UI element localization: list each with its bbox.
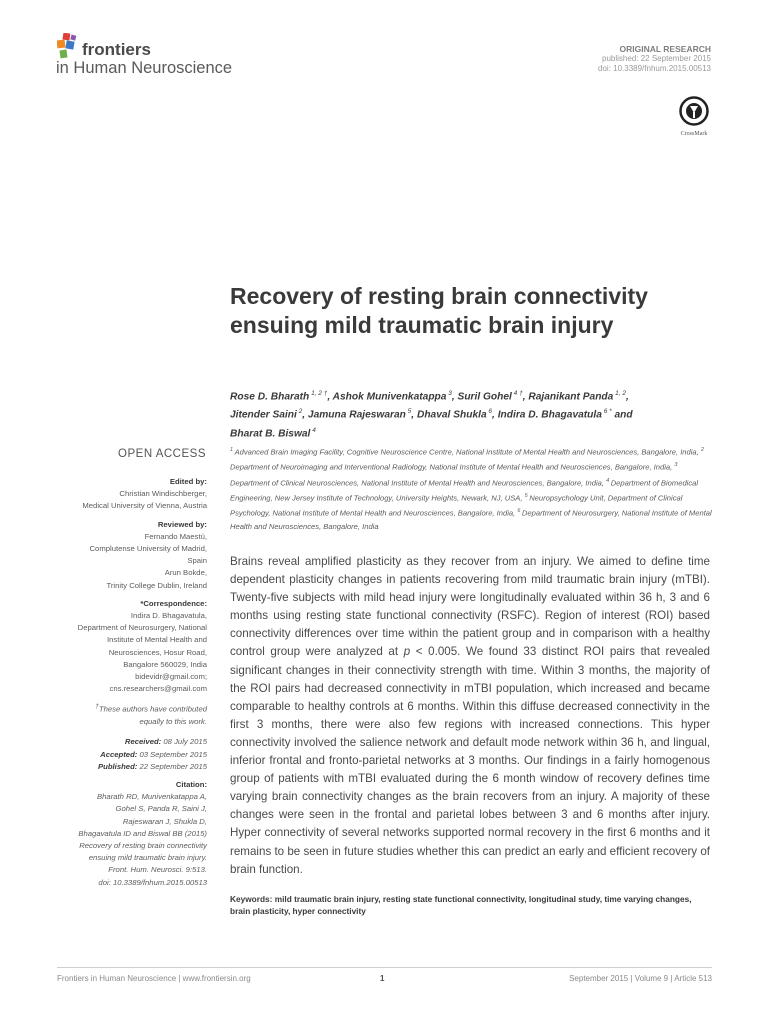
author-name[interactable]: Ashok Munivenkatappa (332, 391, 447, 403)
affiliation-item: Neuropsychology Unit, Department of Clinical Psychology, National Institute of Mental Health and Neurosciences, Bangalore, India, (230, 493, 683, 518)
author-name[interactable]: Dhaval Shukla (416, 409, 487, 421)
correspondence-line: cns.researchers@gmail.com (109, 684, 207, 694)
author-list: Rose D. Bharath $^{1, 2 \dagger}$, Ashok Munivenkatappa $^3$, Suril Gohel $^{4 \dagger}$, Rajanikant Panda $^{1, 2}$, Jitender Saini $^2$, Jamuna Rajeswaran $^5$, Dhaval Shukla $^6$, Indira D. Bhagavatula $^{6 *}$ and Bharat B. Biswal $^4$ (230, 390, 633, 440)
open-access-label: OPEN ACCESS (118, 448, 206, 460)
reviewer-line: Trinity College Dublin, Ireland (106, 580, 207, 590)
citation-line: Bhagavatula ID and Biswal BB (2015) (78, 828, 207, 838)
footer-issue-info: September 2015 | Volume 9 | Article 513 (569, 974, 712, 983)
reviewer-line: Spain (187, 556, 207, 566)
brand-name: frontiers (82, 40, 151, 59)
crossmark-label: CrossMark (680, 131, 708, 137)
article-type: ORIGINAL RESEARCH (619, 44, 711, 54)
citation-line: Front. Hum. Neurosci. 9:513. (108, 865, 207, 875)
citation-line: Rajeswaran J, Shukla D, (122, 816, 207, 826)
author-name[interactable]: Jitender Saini (230, 409, 297, 421)
reviewer-line: Complutense University of Madrid, (89, 544, 207, 554)
correspondence-line: Department of Neurosurgery, National (77, 623, 207, 633)
affiliation-item: Department of Neurosurgery, National Institute of Mental Health and Neurosciences, Bangalore, India (230, 508, 712, 531)
keywords: Keywords: mild traumatic brain injury, resting state functional connectivity, longitudinal study, time varying changes, brain plasticity, hyper connectivity (230, 894, 692, 916)
abstract: Brains reveal amplified plasticity as they recover from an injury. We aimed to define time dependent plasticity changes in patients recovering from mild traumatic brain injury (mTBI). Twenty-five subjects with mild head injury were longitudinally evaluated within 36 h, 3 and 6 months using resting state functional connectivity (RSFC). Region of interest (ROI) based connectivity differences over time within the patient group and in comparison with a healthy control group were analyzed at p < 0.005. We found 33 distinct ROI pairs that revealed significant changes in their connectivity strength with time. Within 3 months, the majority of the ROI pairs had decreased connectivity in mTBI population, which increased and became comparable to healthy controls at 6 months. Within this diffuse decreased connectivity in the first 3 months, there were also few regions with increased connections. This hyper connectivity involved the salience network and default mode network within 36 h, and lingual, inferior frontal and fronto-parietal networks at 3 months. Our findings in a fairly homogenous group of patients with mTBI evaluated during the 6 month window of recovery defines time varying brain connectivity changes as the brain recovers from an injury. A majority of these changes were seen in the frontal and parietal lobes between 3 and 6 months after injury. Hyper connectivity of several networks supported normal recovery in the first 6 months and it remains to be seen in future studies whether this can predict an early and efficient recovery of brain function. (230, 555, 710, 876)
reviewer-info (40, 531, 207, 592)
citation-info (40, 791, 207, 889)
correspondence-line: bidevidr@gmail.com; (135, 672, 207, 682)
editor-line: Medical University of Vienna, Austria (82, 501, 207, 511)
reviewer-line: Fernando Maestú, (144, 531, 207, 541)
published-date-sidebar: Published: 22 September 2015 (98, 761, 207, 771)
correspondence-line: Institute of Mental Health and (107, 635, 207, 645)
citation-label: Citation: (175, 780, 207, 790)
affiliation-item: Department of Neuroimaging and Interventional Radiology, National Institute of Mental Health and Neurosciences, Bangalore, India, (230, 462, 675, 472)
citation-line: Gohel S, Panda R, Saini J, (115, 804, 207, 814)
affiliation-item: Department of Clinical Neurosciences, National Institute of Mental Health and Neurosciences, Bangalore, India, (230, 478, 607, 488)
correspondence-info (40, 610, 207, 695)
article-meta (598, 44, 711, 74)
crossmark-icon (679, 96, 709, 126)
reviewed-by-label: Reviewed by: (157, 519, 207, 529)
received-date: Received: 08 July 2015 (124, 737, 207, 747)
affiliation-item: Advanced Brain Imaging Facility, Cognitive Neuroscience Centre, National Institute of Mental Health and Neurosciences, Bangalore, India, (234, 447, 701, 457)
citation-line: ensuing mild traumatic brain injury. (88, 853, 207, 863)
article-title: Recovery of resting brain connectivity ensuing mild traumatic brain injury (230, 283, 648, 338)
page-number: 1 (380, 974, 385, 983)
crossmark-badge[interactable] (676, 96, 712, 140)
citation-line: Bharath RD, Munivenkatappa A, (97, 792, 207, 802)
reviewer-line: Arun Bokde, (164, 568, 207, 578)
author-name[interactable]: Rajanikant Panda (528, 391, 614, 403)
editor-line: Christian Windischberger, (119, 489, 207, 499)
frontiers-logo-icon (57, 33, 81, 61)
article-sidebar (40, 476, 207, 889)
author-name[interactable]: Indira D. Bhagavatula (497, 409, 602, 421)
contribution-note: †These authors have contributed equally to this work. (95, 703, 207, 727)
citation-line: doi: 10.3389/fnhum.2015.00513 (98, 877, 207, 887)
journal-name: in Human Neuroscience (56, 59, 233, 77)
published-date: published: 22 September 2015 (602, 54, 711, 63)
correspondence-label: *Correspondence: (140, 598, 207, 608)
editor-info (40, 488, 207, 512)
author-name[interactable]: Jamuna Rajeswaran (307, 409, 406, 421)
author-name[interactable]: Bharat B. Biswal (230, 428, 311, 440)
article-dates (40, 736, 207, 773)
author-name[interactable]: Rose D. Bharath (230, 391, 310, 403)
correspondence-line: Bangalore 560029, India (123, 659, 207, 669)
correspondence-line: Neurosciences, Hosur Road, (108, 647, 207, 657)
author-name[interactable]: Suril Gohel (457, 391, 512, 403)
correspondence-line: Indira D. Bhagavatula, (130, 611, 207, 621)
affiliation-item: Department of Biomedical Engineering, New Jersey Institute of Technology, University Heights, Newark, NJ, USA, (230, 478, 699, 503)
accepted-date: Accepted: 03 September 2015 (100, 749, 207, 759)
citation-line: Recovery of resting brain connectivity (79, 841, 207, 851)
doi: doi: 10.3389/fnhum.2015.00513 (598, 64, 711, 73)
affiliations: $^1$ Advanced Brain Imaging Facility, Cognitive Neuroscience Centre, National Institute of Mental Health and Neurosciences, Bangalore, India, $^2$ Department of Neuroimaging and Interventional Radiology, National Institute of Mental Health and Neurosciences, Bangalore, India, $^3$ Department of Clinical Neurosciences, National Institute of Mental Health and Neurosciences, Bangalore, India, $^4$ Department of Biomedical Engineering, New Jersey Institute of Technology, University Heights, Newark, NJ, USA, $^5$ Neuropsychology Unit, Department of Clinical Psychology, National Institute of Mental Health and Neurosciences, Bangalore, India, $^6$ Department of Neurosurgery, National Institute of Mental Health and Neurosciences, Bangalore, India (230, 447, 712, 531)
footer-divider (57, 967, 712, 968)
footer-journal-link[interactable]: Frontiers in Human Neuroscience | www.frontiersin.org (57, 974, 251, 983)
edited-by-label: Edited by: (169, 477, 207, 486)
